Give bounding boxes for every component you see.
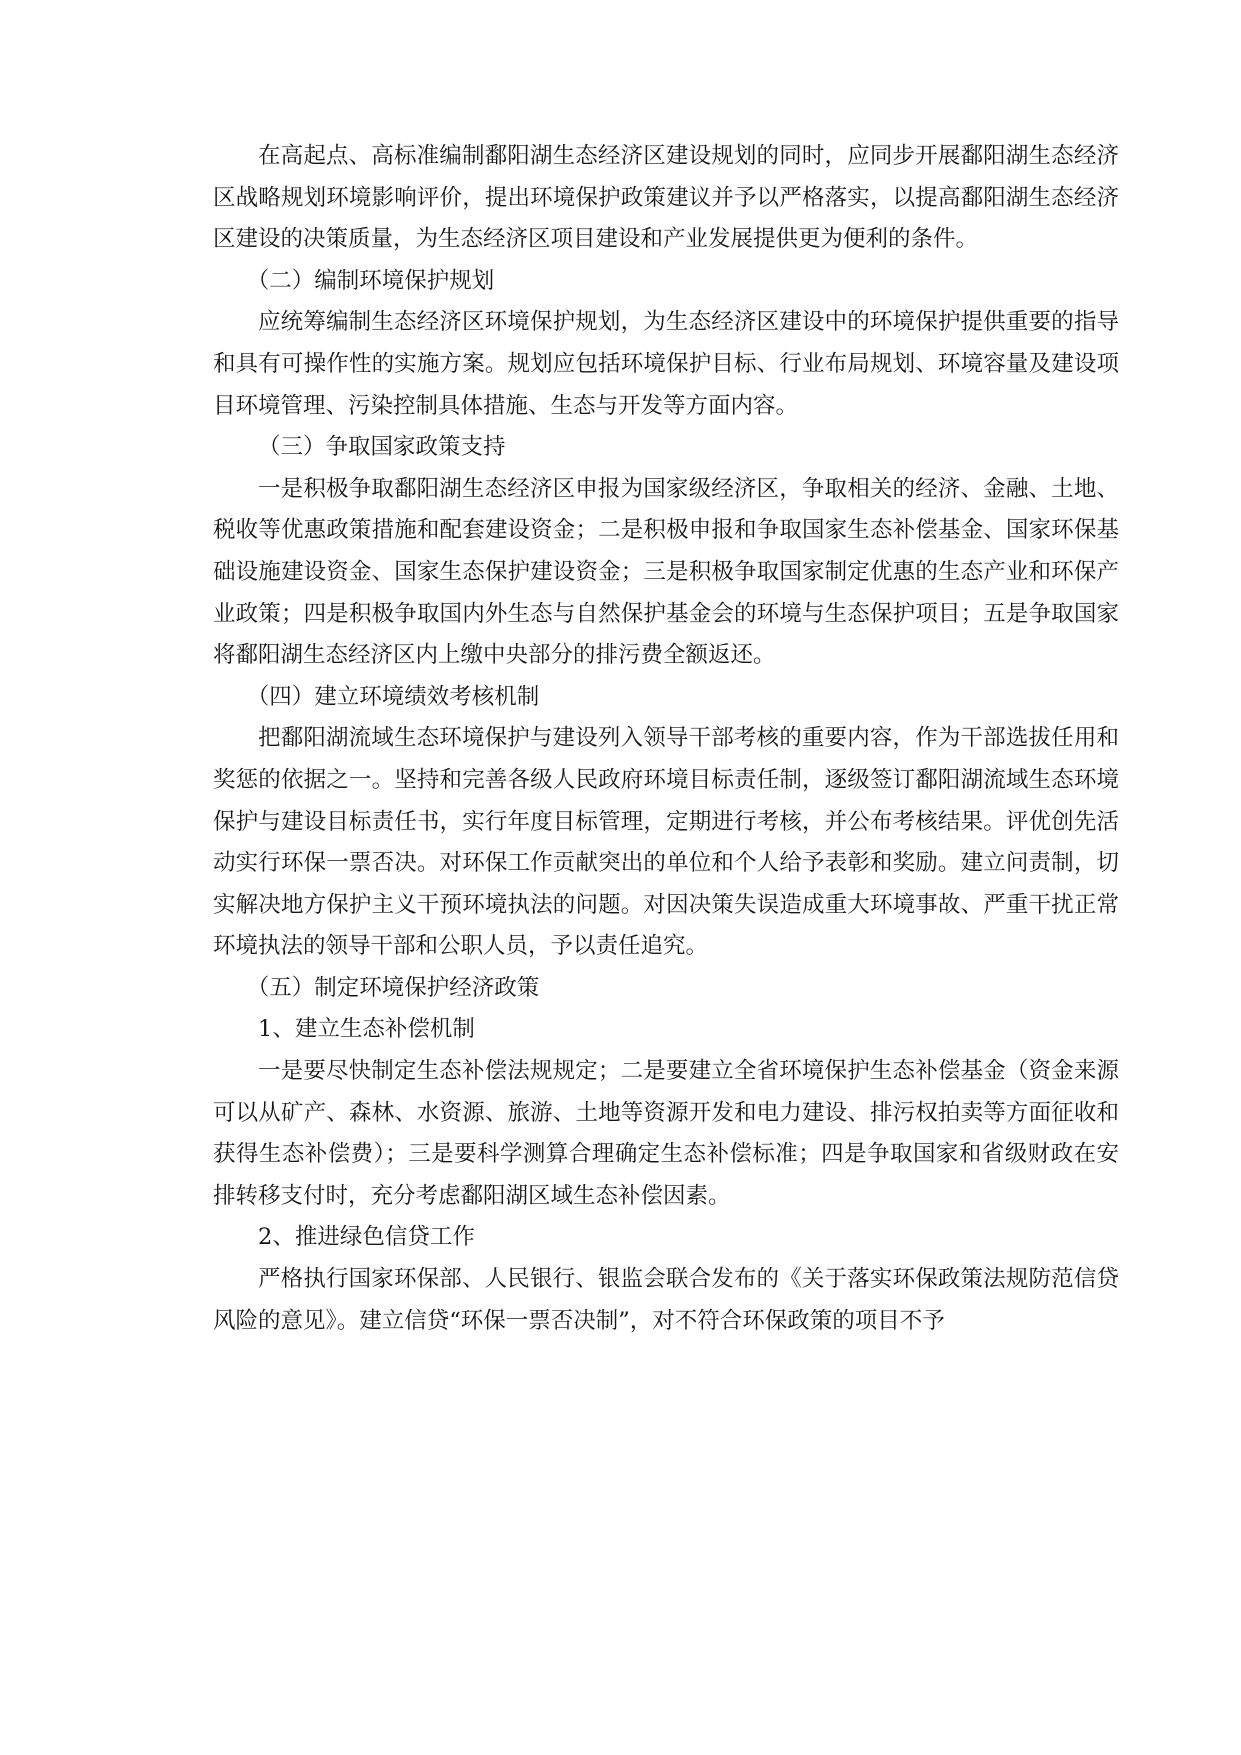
subsection-heading-2: 2、推进绿色信贷工作 [258,1224,475,1251]
section-heading-4: （四）建立环境绩效考核机制 [246,683,540,710]
document-body [213,136,1119,1342]
paragraph-green-credit: 严格执行国家环保部、人民银行、银监会联合发布的《关于落实环保政策法规防范信贷风险的意见》。建立信贷“环保一票否决制”，对不符合环保政策的项目不予 [213,1266,1119,1334]
section-heading-3: （三）争取国家政策支持 [258,434,506,461]
paragraph-plan: 应统筹编制生态经济区环境保护规划，为生态经济区建设中的环境保护提供重要的指导和具有可操作性的实施方案。规划应包括环境保护目标、行业布局规划、环境容量及建设项目环境管理、污染控制具体措施、生态与开发等方面内容。 [213,309,1119,419]
paragraph-compensation: 一是要尽快制定生态补偿法规规定；二是要建立全省环境保护生态补偿基金（资金来源可以从矿产、森林、水资源、旅游、土地等资源开发和电力建设、排污权拍卖等方面征收和获得生态补偿费）；三是要科学测算合理确定生态补偿标准；四是争取国家和省级财政在安排转移支付时，充分考虑鄱阳湖区域生态补偿因素。 [213,1058,1119,1209]
paragraph-policy: 一是积极争取鄱阳湖生态经济区申报为国家级经济区，争取相关的经济、金融、土地、税收等优惠政策措施和配套建设资金；二是积极申报和争取国家生态补偿基金、国家环保基础设施建设资金、国家生态保护建设资金；三是积极争取国家制定优惠的生态产业和环保产业政策；四是积极争取国内外生态与自然保护基金会的环境与生态保护项目；五是争取国家将鄱阳湖生态经济区内上缴中央部分的排污费全额返还。 [213,475,1119,669]
paragraph-intro: 在高起点、高标准编制鄱阳湖生态经济区建设规划的同时，应同步开展鄱阳湖生态经济区战略规划环境影响评价，提出环境保护政策建议并予以严格落实，以提高鄱阳湖生态经济区建设的决策质量，为生态经济区项目建设和产业发展提供更为便利的条件。 [213,143,1119,253]
section-heading-5: （五）制定环境保护经济政策 [246,974,540,1001]
subsection-heading-1: 1、建立生态补偿机制 [258,1016,475,1043]
paragraph-assessment: 把鄱阳湖流域生态环境保护与建设列入领导干部考核的重要内容，作为干部选拔任用和奖惩的依据之一。坚持和完善各级人民政府环境目标责任制，逐级签订鄱阳湖流域生态环境保护与建设目标责任书，实行年度目标管理，定期进行考核，并公布考核结果。评优创先活动实行环保一票否决。对环保工作贡献突出的单位和个人给予表彰和奖励。建立问责制，切实解决地方保护主义干预环境执法的问题。对因决策失误造成重大环境事故、严重干扰正常环境执法的领导干部和公职人员，予以责任追究。 [213,725,1119,960]
section-heading-2: （二）编制环境保护规划 [246,267,495,294]
